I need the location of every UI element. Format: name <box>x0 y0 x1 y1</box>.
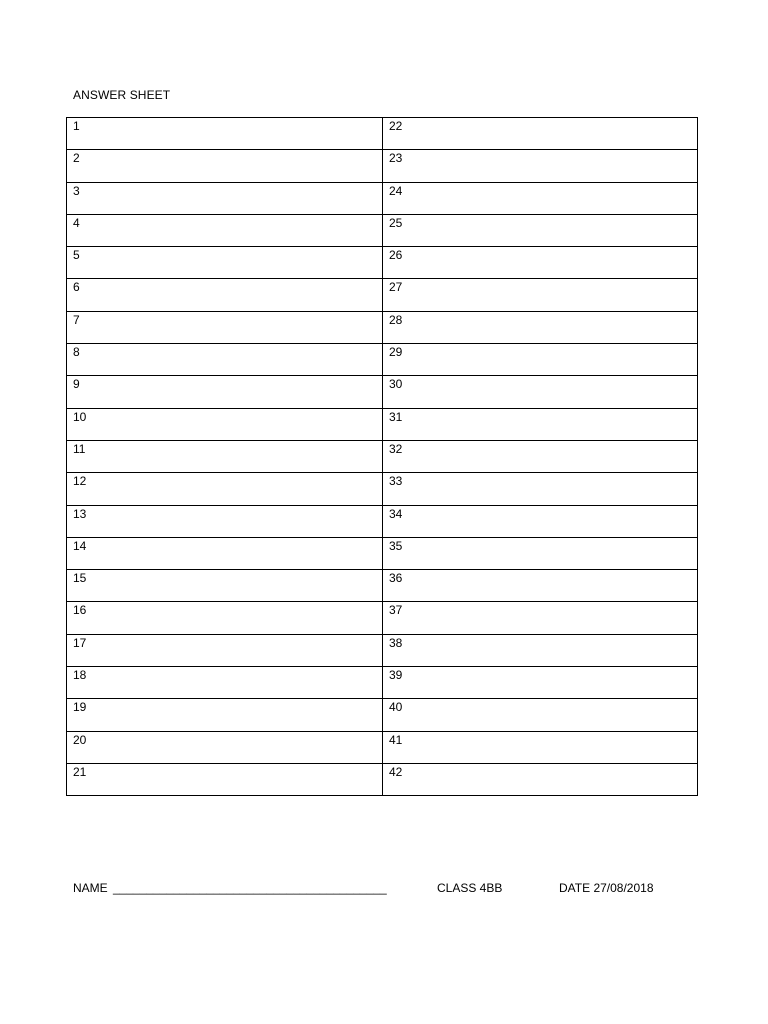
answer-cell <box>383 376 698 408</box>
date-label: DATE 27/08/2018 <box>559 881 654 895</box>
table-row <box>67 763 698 795</box>
answer-cell <box>383 182 698 214</box>
answer-cell <box>67 505 383 537</box>
answer-cell <box>67 214 383 246</box>
table-row <box>67 634 698 666</box>
table-row <box>67 440 698 472</box>
answer-cell <box>67 440 383 472</box>
answer-cell <box>67 731 383 763</box>
answer-cell <box>383 150 698 182</box>
table-row <box>67 311 698 343</box>
question-number: 18 <box>73 668 87 683</box>
table-row <box>67 731 698 763</box>
answer-cell <box>383 214 698 246</box>
question-number: 16 <box>73 603 87 618</box>
question-number: 28 <box>389 312 403 327</box>
question-number: 11 <box>73 441 86 456</box>
question-number: 39 <box>389 668 403 683</box>
answer-cell <box>383 311 698 343</box>
answer-cell <box>67 602 383 634</box>
answer-cell <box>383 699 698 731</box>
table-row <box>67 182 698 214</box>
answer-cell <box>67 408 383 440</box>
answer-cell <box>383 440 698 472</box>
question-number: 21 <box>73 764 87 779</box>
answer-cell <box>67 182 383 214</box>
answer-cell <box>383 344 698 376</box>
answer-cell <box>383 408 698 440</box>
answer-cell <box>383 634 698 666</box>
question-number: 32 <box>389 441 403 456</box>
question-number: 36 <box>389 571 403 586</box>
table-row <box>67 344 698 376</box>
question-number: 2 <box>73 151 80 166</box>
table-row <box>67 118 698 150</box>
table-row <box>67 150 698 182</box>
answer-cell <box>383 279 698 311</box>
answer-cell <box>67 150 383 182</box>
answer-cell <box>383 667 698 699</box>
name-label: NAME <box>73 881 108 895</box>
table-row <box>67 214 698 246</box>
answer-cell <box>67 699 383 731</box>
answer-cell <box>383 763 698 795</box>
question-number: 34 <box>389 506 403 521</box>
question-number: 14 <box>73 538 87 553</box>
question-number: 3 <box>73 183 80 198</box>
answer-rows <box>67 118 698 796</box>
question-number: 26 <box>389 248 403 263</box>
question-number: 17 <box>73 635 87 650</box>
table-row <box>67 473 698 505</box>
answer-cell <box>383 118 698 150</box>
question-number: 38 <box>389 635 403 650</box>
answer-cell <box>67 473 383 505</box>
answer-cell <box>383 505 698 537</box>
table-row <box>67 667 698 699</box>
question-number: 4 <box>73 215 80 230</box>
footer <box>0 880 768 896</box>
question-number: 10 <box>73 409 87 424</box>
question-number: 23 <box>389 151 403 166</box>
table-row <box>67 570 698 602</box>
question-number: 7 <box>73 312 80 327</box>
answer-cell <box>383 731 698 763</box>
answer-cell <box>67 344 383 376</box>
question-number: 9 <box>73 377 80 392</box>
question-number: 30 <box>389 377 403 392</box>
question-number: 24 <box>389 183 403 198</box>
question-number: 8 <box>73 345 80 360</box>
question-number: 15 <box>73 571 87 586</box>
answer-cell <box>67 537 383 569</box>
table-row <box>67 408 698 440</box>
table-row <box>67 699 698 731</box>
question-number: 35 <box>389 538 403 553</box>
question-number: 6 <box>73 280 80 295</box>
question-number: 13 <box>73 506 87 521</box>
question-number: 20 <box>73 732 87 747</box>
page-title: ANSWER SHEET <box>73 88 171 102</box>
answer-cell <box>383 247 698 279</box>
question-number: 41 <box>389 732 403 747</box>
answer-cell <box>383 537 698 569</box>
question-number: 25 <box>389 215 403 230</box>
answer-cell <box>383 570 698 602</box>
question-number: 19 <box>73 700 87 715</box>
table-row <box>67 247 698 279</box>
question-number: 1 <box>73 119 80 133</box>
table-row <box>67 279 698 311</box>
answer-cell <box>383 473 698 505</box>
answer-cell <box>67 667 383 699</box>
question-number: 12 <box>73 474 87 489</box>
answer-cell <box>67 570 383 602</box>
answer-cell <box>67 311 383 343</box>
question-number: 31 <box>389 409 403 424</box>
table-row <box>67 376 698 408</box>
table-row <box>67 537 698 569</box>
answer-cell <box>67 376 383 408</box>
question-number: 22 <box>389 119 403 133</box>
question-number: 5 <box>73 248 80 263</box>
question-number: 42 <box>389 764 403 779</box>
question-number: 40 <box>389 700 403 715</box>
answer-cell <box>67 247 383 279</box>
table-row <box>67 602 698 634</box>
class-label: CLASS 4BB <box>437 881 503 895</box>
answer-cell <box>67 634 383 666</box>
name-line: _________________________________________ <box>113 881 387 895</box>
question-number: 29 <box>389 345 403 360</box>
answer-table <box>66 117 698 796</box>
question-number: 37 <box>389 603 403 618</box>
answer-cell <box>67 763 383 795</box>
table-row <box>67 505 698 537</box>
question-number: 27 <box>389 280 403 295</box>
question-number: 33 <box>389 474 403 489</box>
answer-cell <box>383 602 698 634</box>
answer-cell <box>67 118 383 150</box>
answer-cell <box>67 279 383 311</box>
